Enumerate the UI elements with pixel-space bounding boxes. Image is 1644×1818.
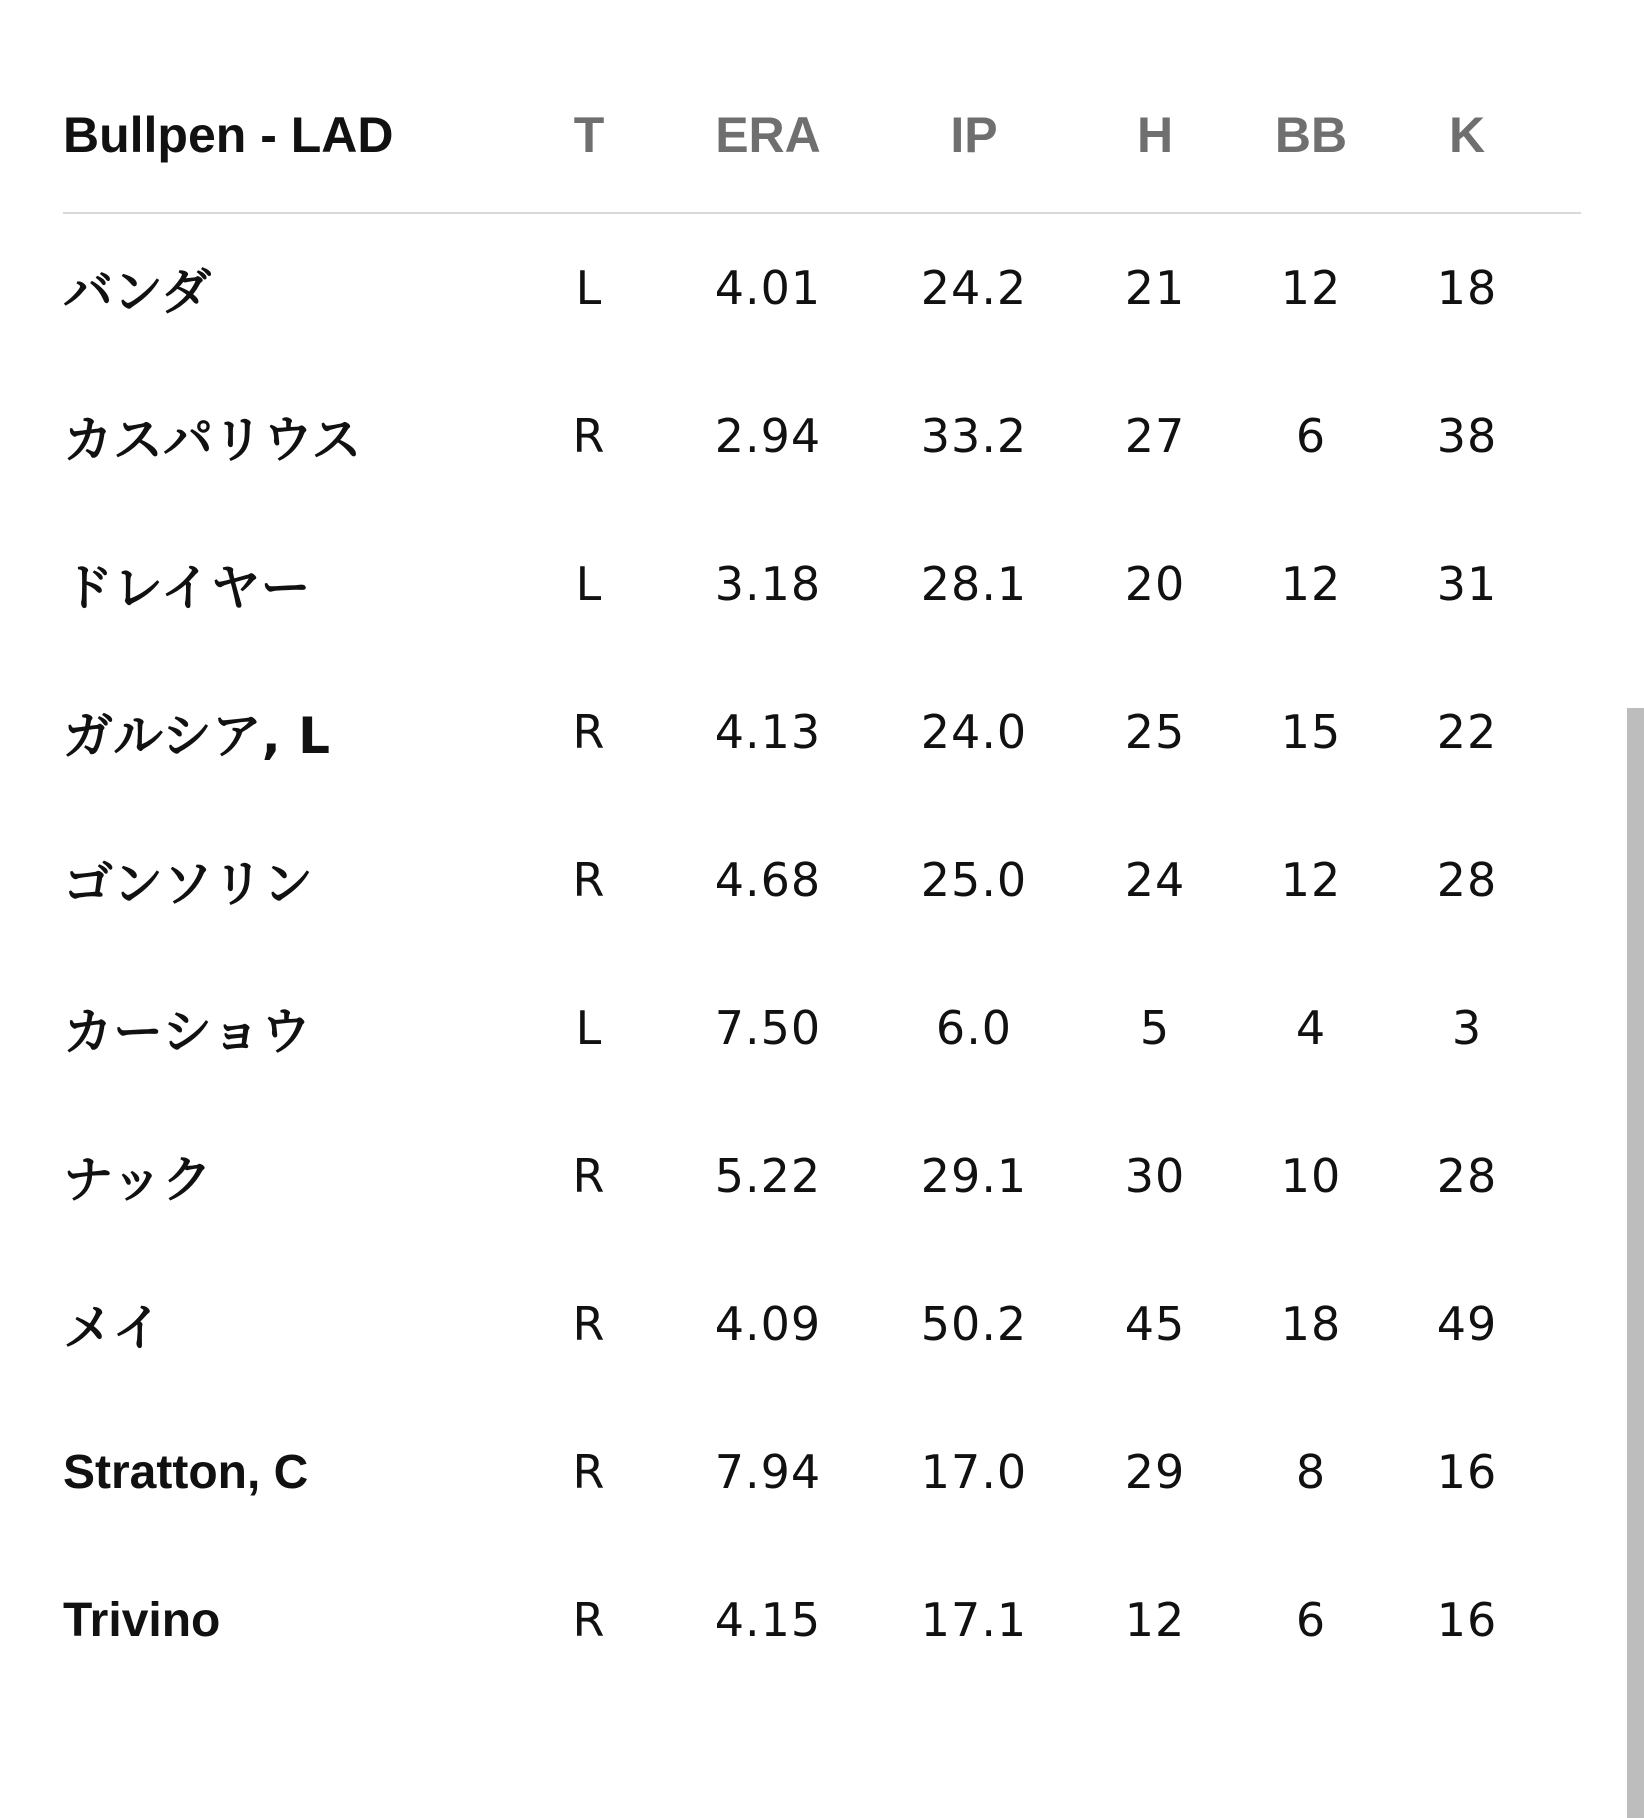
- vertical-scrollbar[interactable]: [1627, 708, 1644, 1818]
- pitcher-name: ドレイヤー: [63, 559, 311, 617]
- hits-cell: 20: [1124, 557, 1186, 611]
- strikeouts-cell: 31: [1436, 557, 1498, 611]
- strikeouts-cell: 3: [1451, 1001, 1483, 1055]
- pitcher-name: カーショウ: [63, 1003, 311, 1061]
- table-row: [63, 362, 1581, 510]
- ip-cell: 25.0: [920, 853, 1028, 907]
- era-cell: 3.18: [714, 557, 822, 611]
- strikeouts-cell: 28: [1436, 1149, 1498, 1203]
- era-cell: 4.01: [714, 261, 822, 315]
- hits-cell: 29: [1124, 1445, 1186, 1499]
- column-header-bb: BB: [1274, 107, 1348, 163]
- pitcher-name: ゴンソリン: [63, 855, 313, 913]
- strikeouts-cell: 28: [1436, 853, 1498, 907]
- era-cell: 2.94: [714, 409, 822, 463]
- era-cell: 7.94: [714, 1445, 822, 1499]
- ip-cell: 33.2: [920, 409, 1028, 463]
- walks-cell: 6: [1295, 409, 1327, 463]
- throws-cell: R: [572, 1445, 606, 1499]
- hits-cell: 27: [1124, 409, 1186, 463]
- pitcher-name: ナック: [63, 1151, 212, 1209]
- strikeouts-cell: 49: [1436, 1297, 1498, 1351]
- walks-cell: 12: [1280, 853, 1342, 907]
- hits-cell: 45: [1124, 1297, 1186, 1351]
- pitcher-name: ガルシア, L: [63, 707, 331, 765]
- throws-cell: L: [575, 557, 603, 611]
- hits-cell: 21: [1124, 261, 1186, 315]
- walks-cell: 10: [1280, 1149, 1342, 1203]
- era-cell: 5.22: [714, 1149, 822, 1203]
- ip-cell: 29.1: [920, 1149, 1028, 1203]
- table-header: [63, 0, 1581, 214]
- pitcher-name: バンダ: [63, 263, 211, 321]
- table-row: [63, 214, 1581, 362]
- hits-cell: 30: [1124, 1149, 1186, 1203]
- strikeouts-cell: 18: [1436, 261, 1498, 315]
- column-header-k: K: [1448, 107, 1486, 163]
- walks-cell: 4: [1295, 1001, 1327, 1055]
- hits-cell: 24: [1124, 853, 1186, 907]
- ip-cell: 6.0: [935, 1001, 1013, 1055]
- table-row: [63, 806, 1581, 954]
- ip-cell: 24.0: [920, 705, 1028, 759]
- throws-cell: R: [572, 1593, 606, 1647]
- throws-cell: L: [575, 261, 603, 315]
- ip-cell: 17.1: [920, 1593, 1028, 1647]
- ip-cell: 17.0: [920, 1445, 1028, 1499]
- ip-cell: 24.2: [920, 261, 1028, 315]
- table-row: [63, 954, 1581, 1102]
- walks-cell: 18: [1280, 1297, 1342, 1351]
- table-row: [63, 1102, 1581, 1250]
- column-header-t: T: [573, 107, 605, 163]
- pitcher-name: カスパリウス: [63, 411, 362, 469]
- walks-cell: 12: [1280, 557, 1342, 611]
- table-row: [63, 510, 1581, 658]
- era-cell: 4.15: [714, 1593, 822, 1647]
- throws-cell: R: [572, 1297, 606, 1351]
- era-cell: 4.68: [714, 853, 822, 907]
- hits-cell: 25: [1124, 705, 1186, 759]
- walks-cell: 12: [1280, 261, 1342, 315]
- pitcher-name: Stratton, C: [63, 1445, 309, 1499]
- walks-cell: 15: [1280, 705, 1342, 759]
- walks-cell: 6: [1295, 1593, 1327, 1647]
- column-header-era: ERA: [715, 107, 821, 163]
- pitcher-name: Trivino: [63, 1593, 221, 1647]
- table-row: [63, 1546, 1581, 1694]
- strikeouts-cell: 16: [1436, 1593, 1498, 1647]
- throws-cell: R: [572, 409, 606, 463]
- column-header-h: H: [1136, 107, 1174, 163]
- strikeouts-cell: 16: [1436, 1445, 1498, 1499]
- strikeouts-cell: 38: [1436, 409, 1498, 463]
- hits-cell: 12: [1124, 1593, 1186, 1647]
- throws-cell: R: [572, 1149, 606, 1203]
- pitcher-name: メイ: [63, 1299, 162, 1357]
- bullpen-table: [63, 0, 1581, 1694]
- ip-cell: 50.2: [920, 1297, 1028, 1351]
- era-cell: 7.50: [714, 1001, 822, 1055]
- table-row: [63, 1250, 1581, 1398]
- hits-cell: 5: [1139, 1001, 1171, 1055]
- era-cell: 4.13: [714, 705, 822, 759]
- column-header-name: Bullpen - LAD: [63, 107, 394, 163]
- throws-cell: R: [572, 705, 606, 759]
- walks-cell: 8: [1295, 1445, 1327, 1499]
- column-header-ip: IP: [950, 107, 998, 163]
- strikeouts-cell: 22: [1436, 705, 1498, 759]
- throws-cell: R: [572, 853, 606, 907]
- era-cell: 4.09: [714, 1297, 822, 1351]
- throws-cell: L: [575, 1001, 603, 1055]
- table-row: [63, 658, 1581, 806]
- ip-cell: 28.1: [920, 557, 1028, 611]
- table-row: [63, 1398, 1581, 1546]
